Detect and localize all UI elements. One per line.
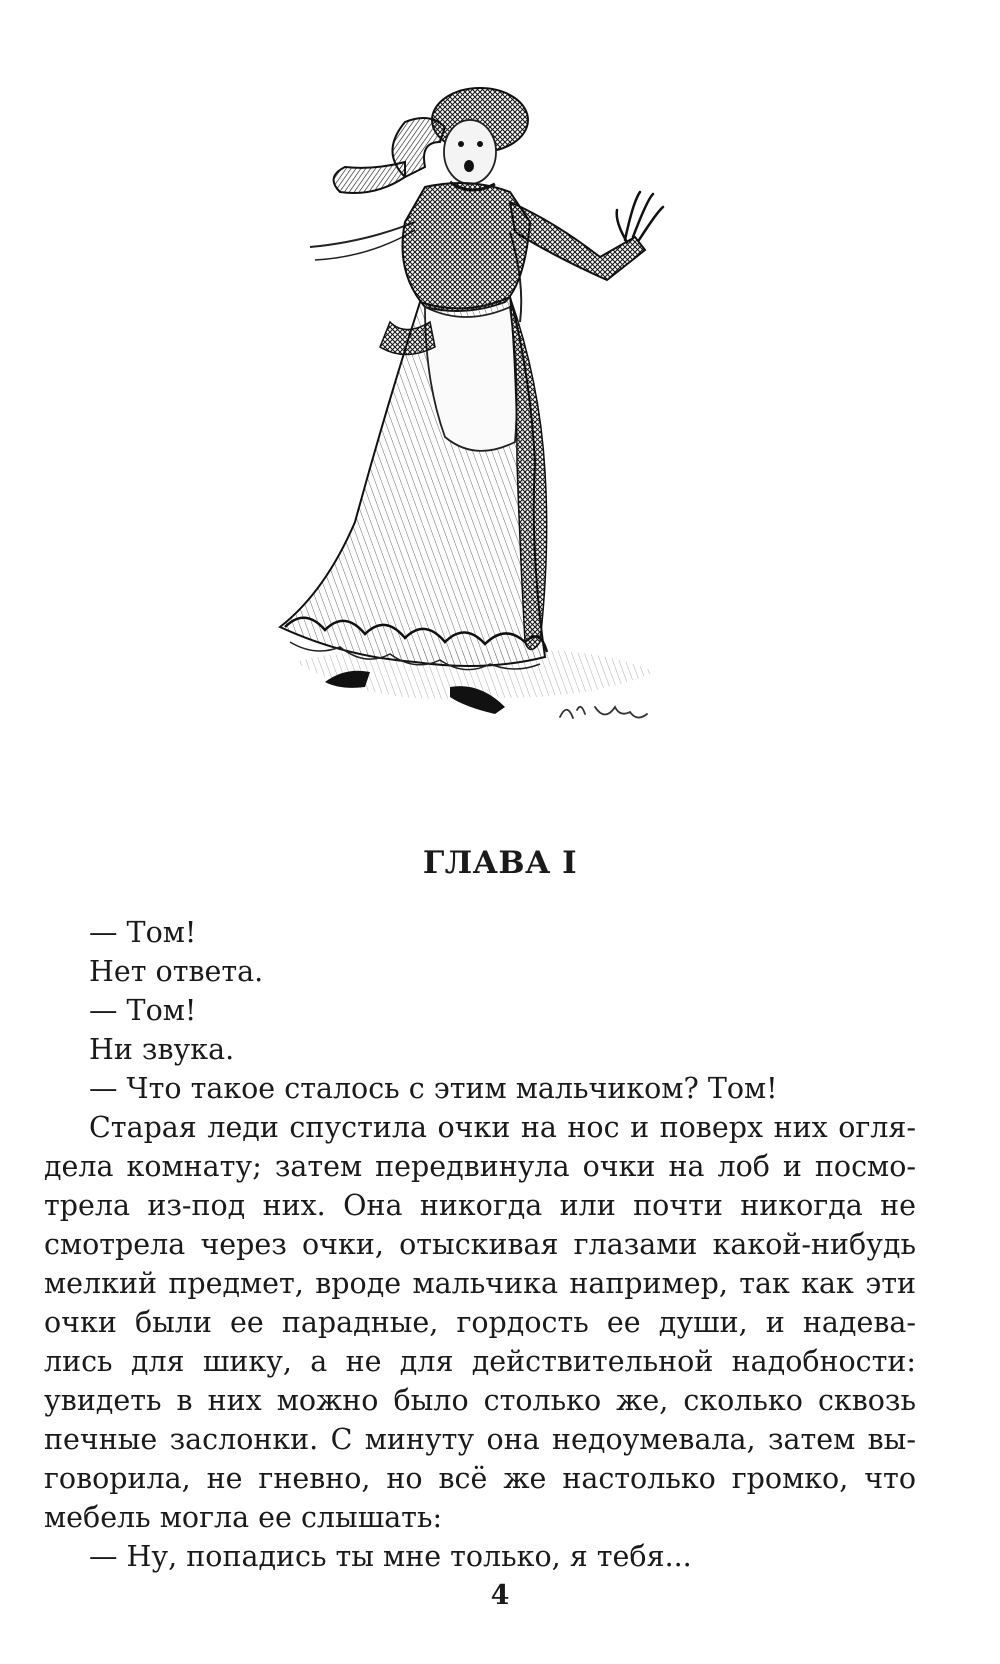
text-line: — Том! <box>89 916 197 949</box>
text-line: смотрела через очки, отыскивая глазами какой-нибудь <box>44 1228 916 1261</box>
text-line: — Что такое сталось с этим мальчиком? Том! <box>89 1072 778 1105</box>
text-line: — Том! <box>89 994 197 1027</box>
text-line: Нет ответа. <box>89 955 264 988</box>
text-line: — Ну, попадись ты мне только, я тебя... <box>89 1540 692 1573</box>
page-number: 4 <box>490 1580 510 1611</box>
text-line: очки были ее парадные, гордость ее души, и надева- <box>44 1306 916 1339</box>
text-line: печные заслонки. С минуту она недоумевала, затем вы- <box>44 1423 916 1456</box>
text-line: говорила, не гневно, но всё же настолько громко, что <box>44 1462 916 1495</box>
text-line: лись для шику, а не для действительной надобности: <box>44 1345 916 1378</box>
text-line: трела из-под них. Она никогда или почти никогда не <box>44 1189 916 1222</box>
text-line: увидеть в них можно было столько же, сколько сквозь <box>44 1384 916 1417</box>
text-line: мелкий предмет, вроде мальчика например, так как эти <box>44 1267 916 1300</box>
illustration-woman <box>255 82 695 782</box>
text-line: дела комнату; затем передвинула очки на лоб и посмо- <box>44 1150 916 1183</box>
chapter-title: ГЛАВА I <box>422 845 578 881</box>
body-text <box>44 913 916 1576</box>
text-line: Старая леди спустила очки на нос и поверх них огля- <box>89 1111 916 1144</box>
text-line: Ни звука. <box>89 1033 235 1066</box>
text-line: мебель могла ее слышать: <box>44 1501 443 1534</box>
